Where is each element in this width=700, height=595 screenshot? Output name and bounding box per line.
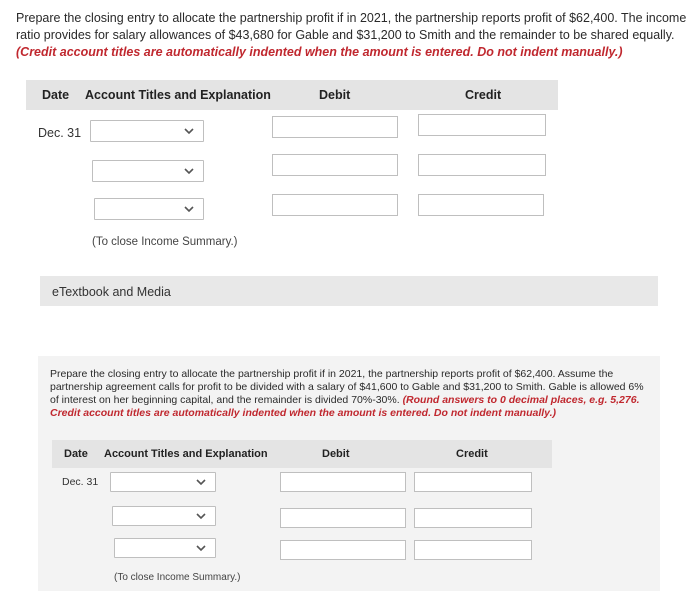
account-select-row1[interactable] (90, 120, 204, 142)
debit-input-row1[interactable] (272, 116, 398, 138)
account-select-row3[interactable] (94, 198, 204, 220)
credit-input-row2[interactable] (414, 508, 532, 528)
etextbook-label[interactable]: eTextbook and Media (52, 285, 171, 299)
debit-input-row3[interactable] (280, 540, 406, 560)
entry-date: Dec. 31 (62, 476, 99, 488)
entry-date: Dec. 31 (38, 126, 82, 140)
header-date: Date (42, 88, 70, 102)
chevron-down-icon (183, 125, 195, 137)
header-debit: Debit (322, 448, 350, 460)
chevron-down-icon (195, 542, 207, 554)
chevron-down-icon (183, 203, 195, 215)
credit-input-row1[interactable] (414, 472, 532, 492)
chevron-down-icon (195, 476, 207, 488)
account-select-row1[interactable] (110, 472, 216, 492)
chevron-down-icon (183, 165, 195, 177)
instructions-note: (Round answers to 0 decimal places, e.g. 5,276. Credit account titles are automatically indented when the amount is entered. Do not indent manually.) (50, 394, 640, 419)
account-select-row3[interactable] (114, 538, 216, 558)
credit-input-row3[interactable] (418, 194, 544, 216)
instructions-text: Prepare the closing entry to allocate the partnership profit if in 2021, the partnership reports profit of $62,400. The income ratio provides for salary allowances of $43,680 for Gable and $31,200 to Smith and the remainder to be shared equally. (16, 11, 687, 42)
chevron-down-icon (195, 510, 207, 522)
header-account: Account Titles and Explanation (104, 448, 268, 460)
close-note-part2: (To close Income Summary.) (114, 572, 241, 583)
debit-input-row2[interactable] (280, 508, 406, 528)
journal-header-part1 (26, 80, 558, 110)
credit-input-row3[interactable] (414, 540, 532, 560)
header-date: Date (64, 448, 88, 460)
instructions-part2 (50, 368, 650, 420)
account-select-row2[interactable] (92, 160, 204, 182)
header-credit: Credit (465, 88, 502, 102)
header-debit: Debit (319, 88, 351, 102)
debit-input-row3[interactable] (272, 194, 398, 216)
instructions-part1 (16, 10, 688, 61)
header-credit: Credit (456, 448, 488, 460)
debit-input-row1[interactable] (280, 472, 406, 492)
credit-input-row1[interactable] (418, 114, 546, 136)
debit-input-row2[interactable] (272, 154, 398, 176)
credit-input-row2[interactable] (418, 154, 546, 176)
close-note-part1: (To close Income Summary.) (92, 236, 238, 248)
account-select-row2[interactable] (112, 506, 216, 526)
journal-header-part2 (52, 440, 552, 468)
etextbook-media-link[interactable] (40, 276, 658, 306)
instructions-note: (Credit account titles are automatically indented when the amount is entered. Do not indent manually.) (16, 45, 623, 59)
header-account: Account Titles and Explanation (85, 88, 271, 102)
instructions-text: Prepare the closing entry to allocate the partnership profit if in 2021, the partnership reports profit of $62,400. Assume the partnership agreement calls for profit to be divided with a salary of $41,600 to Gable and $31,200 to Smith. Gable is allowed 6% of interest on her beginning capital, and the remainder is divided 70%-30%. (50, 368, 644, 406)
